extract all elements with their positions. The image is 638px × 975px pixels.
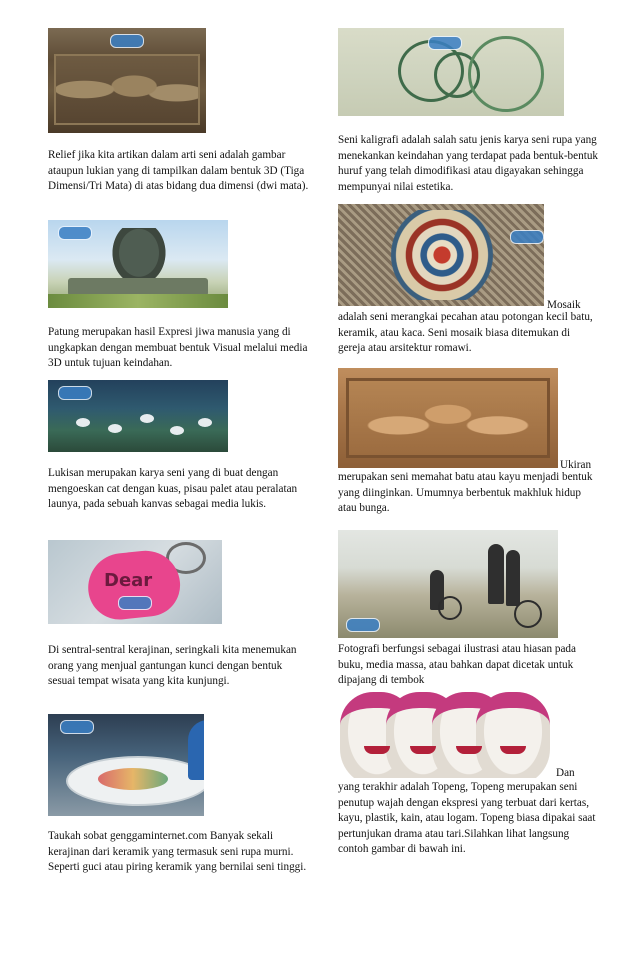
keychain-caption: Di sentral-sentral kerajinan, seringkali kita menemukan orang yang menjual gantungan kunci dengan bentuk sesuai tempat wisata yang kita kunjungi. bbox=[48, 644, 297, 688]
statue-image bbox=[48, 220, 228, 308]
mask-image bbox=[340, 688, 554, 778]
painting-image bbox=[48, 380, 228, 452]
keychain-image: Dear bbox=[48, 540, 222, 624]
mask-lead: Dan bbox=[556, 767, 575, 779]
watermark-logo-icon bbox=[346, 618, 380, 632]
watermark-logo-icon bbox=[60, 720, 94, 734]
watermark-logo-icon bbox=[510, 230, 544, 244]
ceramic-image bbox=[48, 714, 204, 816]
ceramic-caption: Taukah sobat genggaminternet.com Banyak sekali kerajinan dari keramik yang termasuk seni rupa murni. Seperti guci atau piring keramik yang bernilai seni tinggi. bbox=[48, 830, 307, 874]
carving-image bbox=[338, 368, 558, 468]
watermark-logo-icon bbox=[58, 226, 92, 240]
relief-image bbox=[48, 28, 206, 133]
carving-lead: Ukiran bbox=[560, 459, 592, 471]
photography-image bbox=[338, 530, 558, 638]
watermark-logo-icon bbox=[110, 34, 144, 48]
relief-caption: Relief jika kita artikan dalam arti seni adalah gambar ataupun lukian yang di tampilkan dalam bentuk 3D (Tiga Dimensi/Tri Mata) di atas bidang dua dimensi (dwi mata). bbox=[48, 149, 309, 193]
painting-caption: Lukisan merupakan karya seni yang di buat dengan mengoeskan cat dengan kuas, pisau palet atau peralatan launya, pada sebuah kanvas sebagai media lukis. bbox=[48, 467, 298, 511]
mask-caption: yang terakhir adalah Topeng, Topeng merupakan seni penutup wajah dengan ekspresi yang terbuat dari kertas, kayu, plastik, kain, atau logam. Topeng biasa dipakai saat pertunjukan drama atau tari.Silahkan lihat langsung contoh gambar di bawah ini. bbox=[338, 781, 596, 856]
calligraphy-image bbox=[338, 28, 564, 116]
watermark-logo-icon bbox=[118, 596, 152, 610]
mosaic-caption: adalah seni merangkai pecahan atau potongan kecil batu, keramik, atau kaca. Seni mosaik biasa ditemukan di gereja atau arsitektur romawi. bbox=[338, 311, 593, 355]
photography-caption: Fotografi berfungsi sebagai ilustrasi atau hiasan pada buku, media massa, atau bahkan dapat dicetak untuk dipajang di tembok bbox=[338, 643, 576, 687]
watermark-logo-icon bbox=[428, 36, 462, 50]
watermark-logo-icon bbox=[58, 386, 92, 400]
carving-caption: merupakan seni memahat batu atau kayu menjadi bentuk yang diinginkan. Umumnya berbentuk makhluk hidup atau bunga. bbox=[338, 471, 593, 515]
mosaic-lead: Mosaik bbox=[547, 299, 581, 311]
mosaic-image bbox=[338, 204, 544, 306]
statue-caption: Patung merupakan hasil Expresi jiwa manusia yang di ungkapkan dengan membuat bentuk Visual melalui media 3D untuk tujuan keindahan. bbox=[48, 326, 308, 370]
calligraphy-caption: Seni kaligrafi adalah salah satu jenis karya seni rupa yang menekankan keindahan yang terdapat pada bentuk-bentuk huruf yang telah dimodifikasi atau digayakan sehingga mempunyai nilai estetika. bbox=[338, 134, 599, 193]
